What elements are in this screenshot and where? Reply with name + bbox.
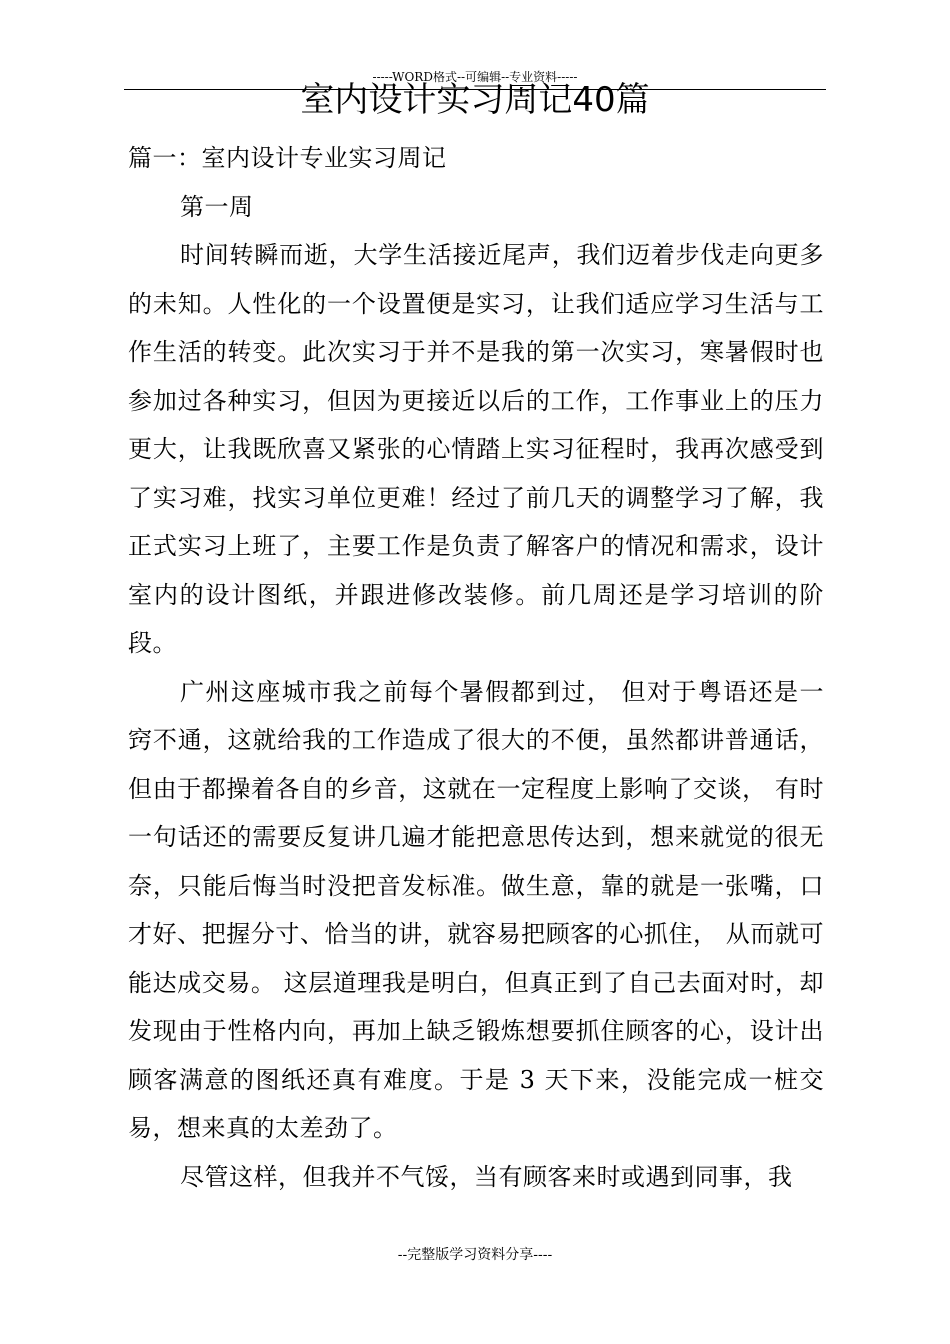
body-paragraph: 广州这座城市我之前每个暑假都到过， 但对于粤语还是一窍不通，这就给我的工作造成了很大的不便，虽然都讲普通话，但由于都操着各自的乡音，这就在一定程度上影响了交谈， 有时一句话还的需要反复讲几遍才能把意思传达到，想来就觉的很无奈，只能后悔当时没把音发标准。做生意，靠的就是一张嘴，口才好、把握分寸、恰当的讲，就容易把顾客的心抓住， 从而就可能达成交易。 这层道理我是明白，但真正到了自己去面对时，却发现由于性格内向，再加上缺乏锻炼想要抓住顾客的心，设计出顾客满意的图纸还真有难度。于是 3 天下来，没能完成一桩交易，想来真的太差劲了。 — [128, 677, 824, 1142]
page-header: -----WORD格式--可编辑--专业资料----- — [372, 70, 578, 84]
body-paragraph: 时间转瞬而逝，大学生活接近尾声，我们迈着步伐走向更多的未知。人性化的一个设置便是实习，让我们适应学习生活与工作生活的转变。此次实习于并不是我的第一次实习，寒暑假时也参加过各种实习，但因为更接近以后的工作，工作事业上的压力更大，让我既欣喜又紧张的心情踏上实习征程时，我再次感受到了实习难，找实习单位更难！经过了前几天的调整学习了解，我正式实习上班了，主要工作是负责了解客户的情况和需求，设计室内的设计图纸，并跟进修改装修。前几周还是学习培训的阶段。 — [128, 241, 824, 657]
document-title: 室内设计实习周记40篇 — [300, 80, 650, 120]
page-footer: --完整版学习资料分享---- — [397, 1247, 553, 1263]
week-label: 第一周 — [180, 192, 254, 221]
body-paragraph: 尽管这样，但我并不气馁，当有顾客来时或遇到同事，我 — [180, 1162, 793, 1191]
section-title: 篇一：室内设计专业实习周记 — [128, 144, 447, 172]
document-body — [128, 134, 824, 1201]
